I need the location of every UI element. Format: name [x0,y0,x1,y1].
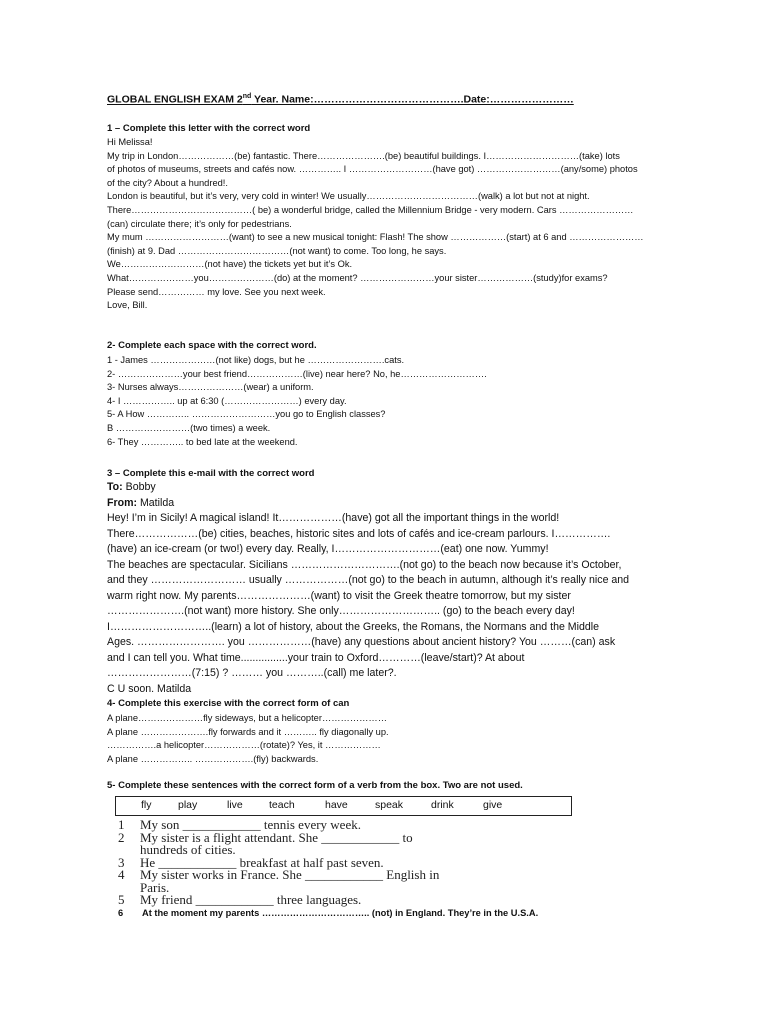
exercise-4-line: A plane ………………….fly forwards and it ……….. fly diagonally up. [107,726,389,737]
email-to: To: Bobby [107,481,156,493]
letter-line: (finish) at 9. Dad ………………………………(not want) to come. Too long, he says. [107,245,447,256]
verb-option: live [227,799,243,811]
sentence-text: He ____________ breakfast at half past seven. [140,854,384,870]
letter-line: of photos of museums, streets and cafés now. ………….. I ………………………(have got) ………………………(any/some) photos [107,164,638,175]
sentence-number: 5 [118,892,125,907]
verb-option: teach [269,799,295,811]
verb-word-box [115,796,572,816]
exercise-2-line: 3- Nurses always…………………(wear) a uniform. [107,382,314,393]
email-line: ………………….(not want) more history. She only……………………….. (go) to the beach every day! [107,605,575,617]
section-5 [107,780,667,792]
sentence-number: 1 [118,817,125,832]
section-5-items [118,819,439,907]
verb-option: speak [375,799,404,811]
verb-option: fly [141,799,152,811]
email-line: I………………………..(learn) a lot of history, about the Greeks, the Romans, the Normans and the Middle [107,620,600,633]
email-line: Hey! I’m in Sicily! A magical island! It………………(have) got all the important things in the world! [107,512,560,524]
sentence-text: My sister works in France. She ____________ English in Paris. [140,867,440,895]
section-4 [107,698,667,766]
verb-option: have [325,799,348,811]
sentence-text: My friend ____________ three languages. [140,892,362,907]
exercise-2-line: 4- I …………….. up at 6:30 (……………………) every day. [107,395,347,406]
letter-line: of the city? About a hundred!. [107,177,228,188]
exercise-2-line: 6- They ………….. to bed late at the weekend. [107,436,298,447]
exercise-4-line: A plane …………….. ……………….(fly) backwards. [107,753,319,764]
letter-line: What…………………you…………………(do) at the moment? ……………………your sister………………(study)for exams? [107,272,608,283]
sentence-text: My son ____________ tennis every week. [140,817,361,832]
section-1 [107,123,667,313]
sentence-item [118,894,439,907]
email-line: C U soon. Matilda [107,682,192,695]
verb-option: give [483,799,503,811]
sentence-number: 4 [118,867,125,882]
section-5-heading: 5- Complete these sentences with the correct form of a verb from the box. Two are not used. [107,780,523,791]
email-line: The beaches are spectacular. Sicilians ………………………….(not go) to the beach now because it’s October, [107,558,622,571]
letter-line: London is beautiful, but it’s very, very cold in winter! We usually………………………………(walk) a lot but not at night. [107,191,590,202]
sentence-number: 3 [118,854,125,870]
exercise-2-line: B ……………………(two times) a week. [107,422,271,433]
letter-line: My trip in London………………(be) fantastic. There………………….(be) beautiful buildings. I…………………………(take) lots [107,150,620,161]
verb-option: play [178,799,198,811]
section-2 [107,340,667,449]
letter-line: Hi Melissa! [107,137,153,147]
email-line: and I can tell you. What time................your train to Oxford…………(leave/start)? At about [107,651,525,664]
section-4-heading: 4- Complete this exercise with the correct form of can [107,698,350,709]
letter-line: There…………………………………( be) a wonderful bridge, called the Millennium Bridge - very modern. Cars …………………… [107,204,634,215]
email-line: ……………………(7:15) ? ……… you ………..(call) me later?. [107,667,397,679]
email-line: and they ……………………… usually ………………(not go) to the beach in autumn, although it’s really nice and [107,574,630,586]
email-line: Ages. ……………………. you ………………(have) any questions about ancient history? You ………(can) ask [107,636,616,648]
section-1-heading: 1 – Complete this letter with the correct word [107,123,311,134]
exercise-2-line: 1 - James …………………(not like) dogs, but he …………………….cats. [107,355,405,365]
exercise-2-line: 2- …………………your best friend………………(live) near here? No, he………………………. [107,368,487,379]
letter-line: Please send…………… my love. See you next week. [107,286,326,297]
email-line: (have) an ice-cream (or two!) every day. Really, I…………………………(eat) one now. Yummy! [107,543,549,555]
email-line: There………………(be) cities, beaches, historic sites and lots of cafés and ice-cream parlours. I……………. [107,527,611,540]
letter-line: We………………………(not have) the tickets yet but it’s Ok. [107,259,353,270]
letter-line: Love, Bill. [107,300,148,311]
sentence-text: My sister is a flight attendant. She ____________ to hundreds of cities. [140,829,413,857]
email-line: warm right now. My parents…………………(want) to visit the Greek theatre tomorrow, but my sister [107,589,571,602]
section-3-heading: 3 – Complete this e-mail with the correct word [107,468,315,479]
letter-line: (can) circulate there; it’s only for pedestrians. [107,218,292,229]
email-from: From: Matilda [107,496,175,509]
section-5-item-6: 6 At the moment my parents …………………………….. (not) in England. They’re in the U.S.A. [118,908,539,918]
letter-line: My mum ………………………(want) to see a new musical tonight: Flash! The show ………………(start) at 6 and …………………… [107,232,644,243]
section-3 [107,468,667,697]
verb-option: drink [431,799,454,811]
section-2-heading: 2- Complete each space with the correct word. [107,340,317,351]
sentence-item [118,869,439,894]
exercise-2-line: 5- A How ………….. ………………………you go to English classes? [107,409,386,420]
exercise-4-line: A plane…………………fly sideways, but a helicopter………………… [107,713,388,723]
exam-title: GLOBAL ENGLISH EXAM 2nd Year. Name:…………………………………….Date:…………………… [107,93,574,106]
sentence-item [118,829,439,857]
sentence-number: 2 [118,829,125,845]
exercise-4-line: …………….a helicopter………………(rotate)? Yes, it ……………… [107,740,381,751]
